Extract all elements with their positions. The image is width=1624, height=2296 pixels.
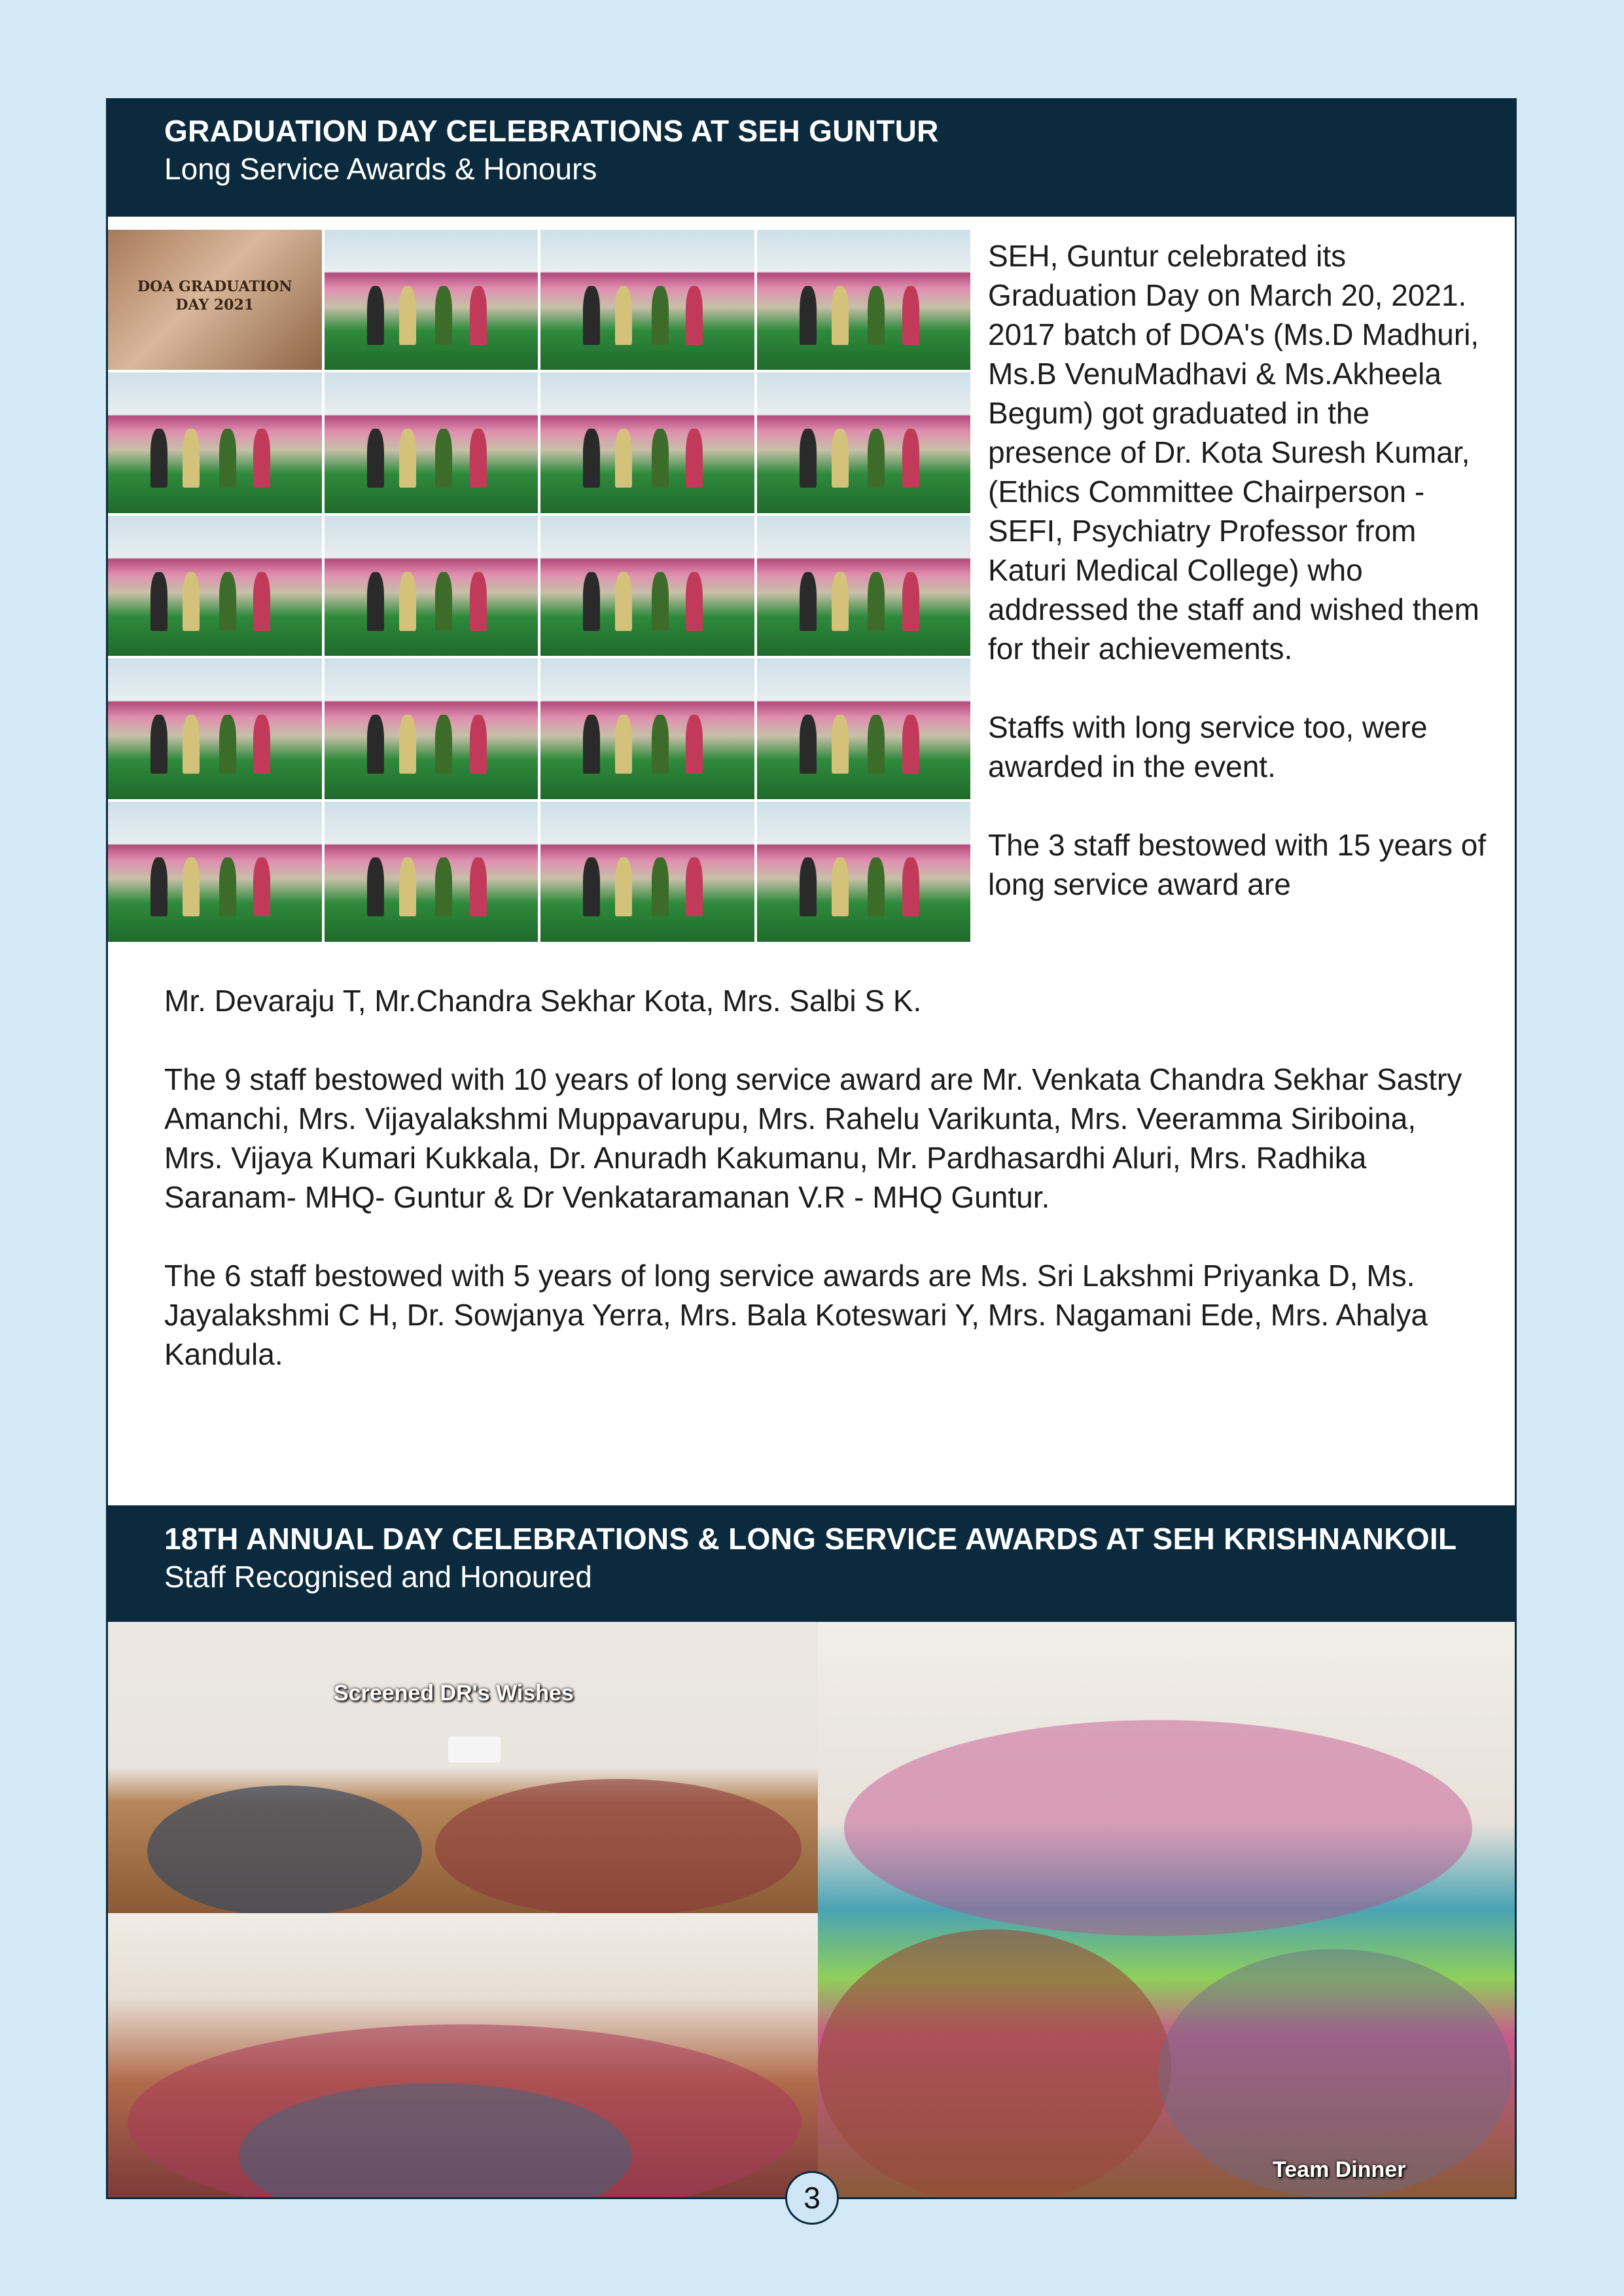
intro-paragraph: Staffs with long service too, were awarded in the event. (988, 710, 1428, 783)
section1-header (108, 100, 1515, 217)
intro-paragraph: The 3 staff bestowed with 15 years of long service award are (988, 828, 1487, 901)
collage-photo (540, 230, 754, 370)
collage-photo (108, 802, 322, 942)
collage-photo (540, 372, 754, 512)
collage-photo (540, 658, 754, 798)
body-paragraph: Mr. Devaraju T, Mr.Chandra Sekhar Kota, Mrs. Salbi S K. (164, 984, 922, 1018)
staff-gathering-photo (108, 1913, 818, 2197)
page-frame (106, 98, 1517, 2199)
collage-photo (325, 230, 538, 370)
section1-title: GRADUATION DAY CELEBRATIONS AT SEH GUNTUR (164, 114, 939, 148)
collage-photo (108, 516, 322, 656)
body-paragraph: The 9 staff bestowed with 10 years of long service award are Mr. Venkata Chandra Sekhar Sastry Amanchi, Mrs. Vijayalakshmi Muppavarupu, Mrs. Rahelu Varikunta, Mrs. Veeramma Siriboina, Mrs. Vijaya Kumari Kukkala, Dr. Anuradh Kakumanu, Mr. Pardhasardhi Aluri, Mrs. Radhika Saranam- MHQ- Guntur & Dr Venkataramanan V.R - MHQ Guntur. (164, 1062, 1462, 1214)
collage-photo (325, 516, 538, 656)
graduation-photo-collage (108, 230, 970, 942)
section2-header (108, 1505, 1515, 1622)
collage-photo (540, 802, 754, 942)
graduation-sign-photo (108, 230, 322, 370)
body-paragraph: The 6 staff bestowed with 5 years of long service awards are Ms. Sri Lakshmi Priyanka D, Ms. Jayalakshmi C H, Dr. Sowjanya Yerra, Mrs. Bala Koteswari Y, Mrs. Nagamani Ede, Mrs. Ahalya Kandula. (164, 1259, 1428, 1371)
section1-subtitle: Long Service Awards & Honours (164, 152, 597, 186)
collage-photo (757, 658, 971, 798)
page-number: 3 (785, 2171, 839, 2225)
collage-photo (325, 658, 538, 798)
collage-photo (108, 658, 322, 798)
collage-photo (325, 372, 538, 512)
collage-photo (108, 372, 322, 512)
team-dinner-photo (818, 1622, 1515, 2197)
screened-wishes-caption: Screened DR's Wishes (334, 1681, 574, 1706)
annual-day-photos (108, 1622, 1515, 2197)
collage-photo (540, 516, 754, 656)
collage-photo (325, 802, 538, 942)
section1-body-text (164, 981, 1473, 1374)
intro-paragraph: SEH, Guntur celebrated its Graduation Day on March 20, 2021. 2017 batch of DOA's (Ms.D Madhuri, Ms.B VenuMadhavi & Ms.Akheela Begum) got graduated in the presence of Dr. Kota Suresh Kumar, (Ethics Committee Chairperson - SEFI, Psychiatry Professor from Katuri Medical College) who addressed the staff and wished them for their achievements. (988, 239, 1479, 666)
collage-photo (757, 230, 971, 370)
screened-wishes-photo (108, 1622, 818, 1913)
collage-photo (757, 802, 971, 942)
section1-intro-text (988, 236, 1498, 904)
collage-photo (757, 372, 971, 512)
graduation-sign-text: DOA GRADUATION DAY 2021 (137, 278, 292, 314)
collage-photo (757, 516, 971, 656)
section2-subtitle: Staff Recognised and Honoured (164, 1560, 592, 1594)
team-dinner-caption: Team Dinner (1273, 2157, 1406, 2182)
section2-title: 18TH ANNUAL DAY CELEBRATIONS & LONG SERVICE AWARDS AT SEH KRISHNANKOIL (164, 1522, 1457, 1556)
